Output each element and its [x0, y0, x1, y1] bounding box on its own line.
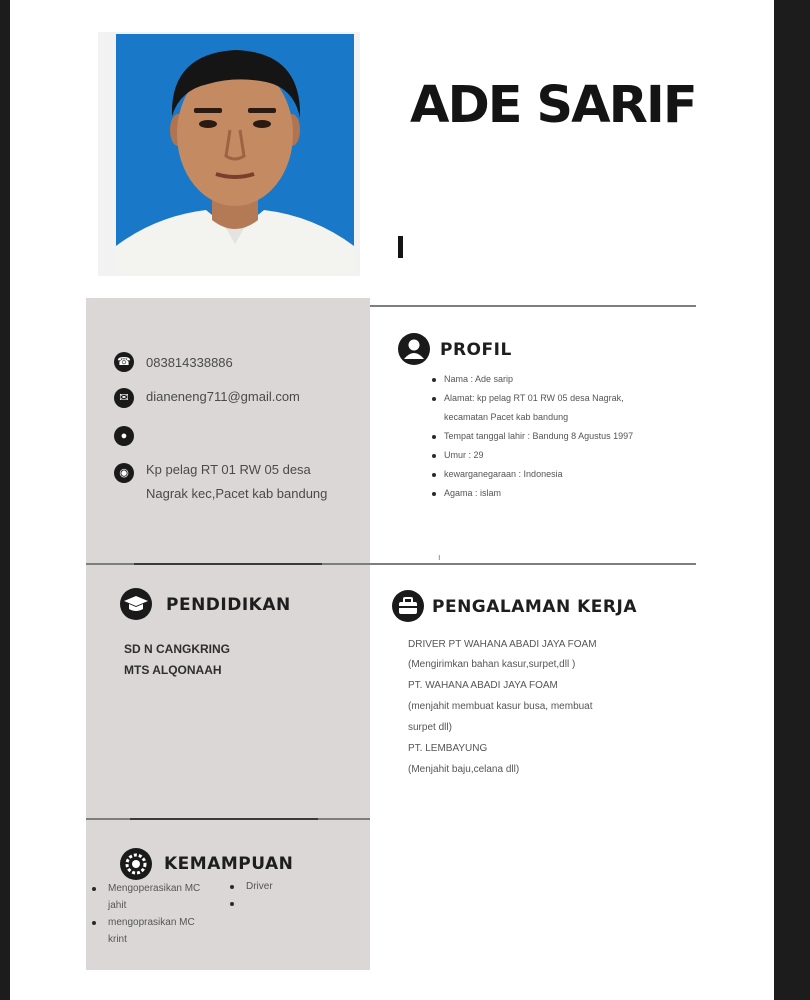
user-icon — [398, 333, 430, 365]
skill-item: Mengoperasikan MC jahit — [90, 880, 210, 914]
skills-list-1 — [90, 880, 210, 948]
profile-photo — [116, 34, 354, 274]
divider-top — [370, 305, 696, 307]
location-pin-icon: ◉ — [114, 463, 134, 483]
skill-item: mengoprasikan MC krint — [90, 914, 210, 948]
gear-icon — [120, 848, 152, 880]
candidate-name: ADE SARIF — [410, 76, 696, 135]
profile-item: Agama : islam — [430, 484, 660, 503]
profile-title: PROFIL — [440, 340, 512, 360]
globe-icon: ● — [114, 426, 134, 446]
viewer-left-edge — [0, 0, 10, 1000]
cv-page — [10, 0, 774, 1000]
education-item: SD N CANGKRING — [124, 642, 231, 656]
phone-icon: ☎ — [114, 352, 134, 372]
skills-list-2 — [228, 878, 328, 895]
profile-list — [430, 370, 660, 503]
text-cursor — [398, 236, 403, 258]
viewer-right-edge — [774, 0, 810, 1000]
profile-item: Tempat tanggal lahir : Bandung 8 Agustus 1997 — [430, 427, 660, 446]
briefcase-icon — [392, 590, 424, 622]
profile-item: kewarganegaraan : Indonesia — [430, 465, 660, 484]
work-line: PT. WAHANA ABADI JAYA FOAM — [408, 680, 558, 691]
work-line: DRIVER PT WAHANA ABADI JAYA FOAM — [408, 639, 597, 650]
work-line: surpet dll) — [408, 722, 452, 733]
address-line-2: Nagrak kec,Pacet kab bandung — [146, 486, 328, 501]
email-address: dianeneng711@gmail.com — [146, 389, 300, 404]
divider-sidebar-accent — [134, 563, 322, 565]
skills-title: KEMAMPUAN — [164, 854, 294, 874]
graduation-cap-icon — [120, 588, 152, 620]
stray-mark: ı — [438, 552, 441, 562]
work-line: (Menjahit baju,celana dll) — [408, 764, 520, 775]
work-line: (Mengirimkan bahan kasur,surpet,dll ) — [408, 659, 576, 670]
email-icon: ✉ — [114, 388, 134, 408]
profile-item: Nama : Ade sarip — [430, 370, 660, 389]
skill-item: Driver — [228, 878, 328, 895]
profile-item: Umur : 29 — [430, 446, 660, 465]
address-line-1: Kp pelag RT 01 RW 05 desa — [146, 462, 311, 477]
work-line: (menjahit membuat kasur busa, membuat — [408, 701, 593, 712]
profile-item: Alamat: kp pelag RT 01 RW 05 desa Nagrak, kecamatan Pacet kab bandung — [430, 389, 660, 427]
work-title: PENGALAMAN KERJA — [432, 597, 637, 617]
divider-lower-accent — [130, 818, 318, 820]
phone-number: 083814338886 — [146, 355, 233, 370]
education-title: PENDIDIKAN — [166, 595, 291, 615]
education-item: MTS ALQONAAH — [124, 663, 222, 677]
work-line: PT. LEMBAYUNG — [408, 743, 488, 754]
